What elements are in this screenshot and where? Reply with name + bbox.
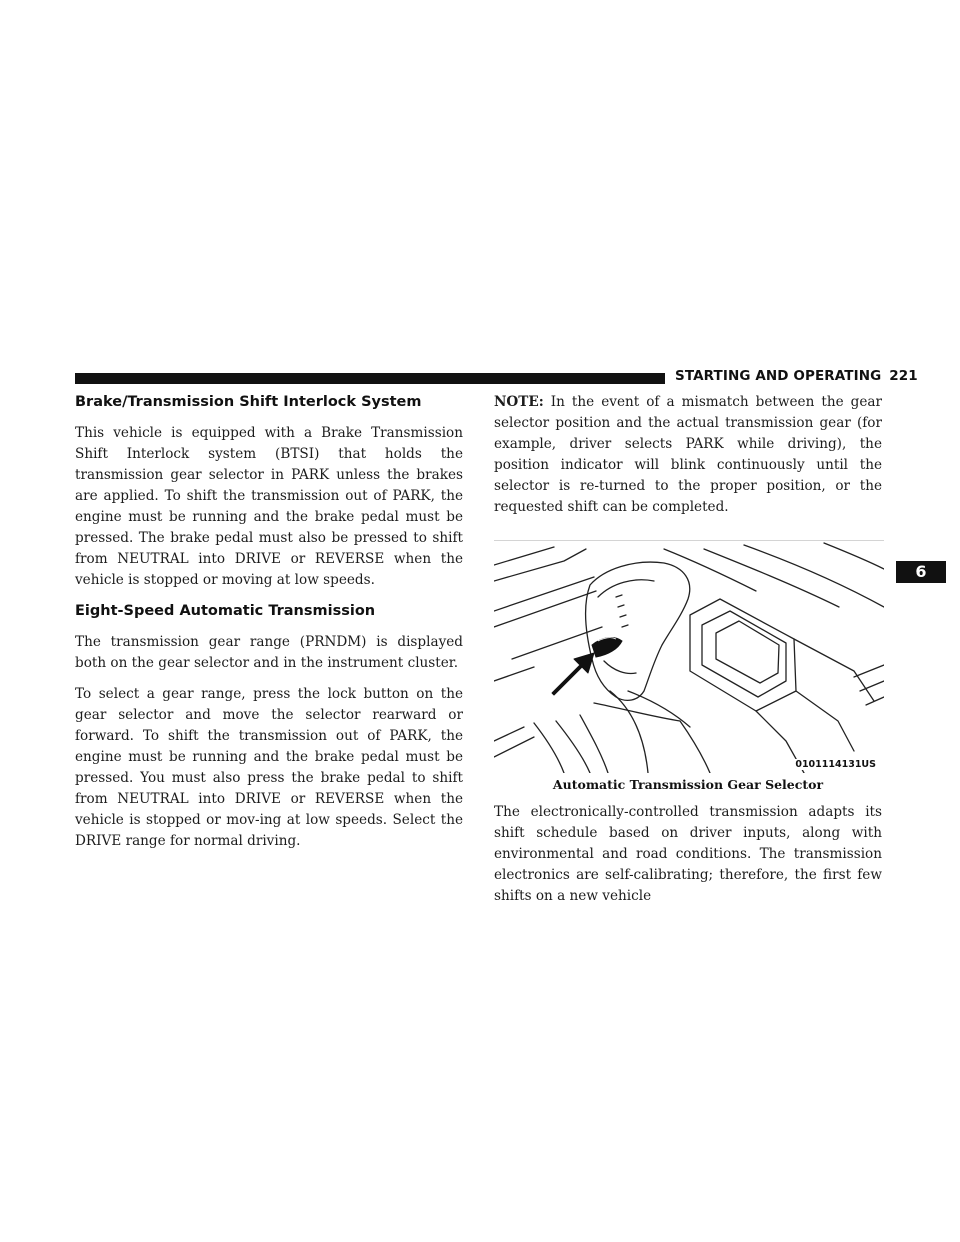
- right-column: [494, 392, 882, 917]
- running-header: [675, 368, 918, 384]
- chapter-tab: 6: [896, 561, 946, 583]
- gear-selector-illustration: [494, 540, 884, 773]
- header-rule: [75, 373, 665, 384]
- note-text: In the event of a mismatch between the gear selector position and the actual transmission gear (for example, driver selects PARK while driving), the position indicator will blink continuously until the selector is re-turned to the proper position, or the requested shift can be completed.: [494, 394, 882, 515]
- paragraph-prndm: The transmission gear range (PRNDM) is displayed both on the gear selector and in the instrument cluster.: [75, 634, 463, 671]
- note-label: NOTE:: [494, 394, 544, 410]
- paragraph-btsi: This vehicle is equipped with a Brake Transmission Shift Interlock system (BTSI) that holds the transmission gear selector in PARK unless the brakes are applied. To shift the transmission out of PARK, the engine must be running and the brake pedal must be pressed. The brake pedal must also be pressed to shift from NEUTRAL into DRIVE or REVERSE when the vehicle is stopped or moving at low speeds.: [75, 425, 463, 588]
- gear-selector-drawing: [494, 541, 884, 773]
- paragraph-select-gear: To select a gear range, press the lock button on the gear selector and move the selector rearward or forward. To shift the transmission out of PARK, the engine must be running and the brake pedal must be pressed. You must also press the brake pedal to shift from NEUTRAL into DRIVE or REVERSE when the vehicle is stopped or mov-ing at low speeds. Select the DRIVE range for normal driving.: [75, 686, 463, 849]
- section-title: STARTING AND OPERATING: [675, 368, 882, 384]
- left-column: [75, 392, 463, 862]
- figure-id: 0101114131US: [795, 759, 876, 770]
- paragraph-adaptive-shift: The electronically-controlled transmission adapts its shift schedule based on driver inputs, along with environmental and road conditions. The transmission electronics are self-calibrating; therefore, the first few shifts on a new vehicle: [494, 804, 882, 904]
- figure-caption: Automatic Transmission Gear Selector: [552, 777, 824, 792]
- heading-eight-speed: Eight-Speed Automatic Transmission: [75, 603, 376, 619]
- note-paragraph: [494, 392, 882, 518]
- page-number: 221: [889, 368, 918, 384]
- heading-brake-shift-interlock: Brake/Transmission Shift Interlock System: [75, 394, 422, 410]
